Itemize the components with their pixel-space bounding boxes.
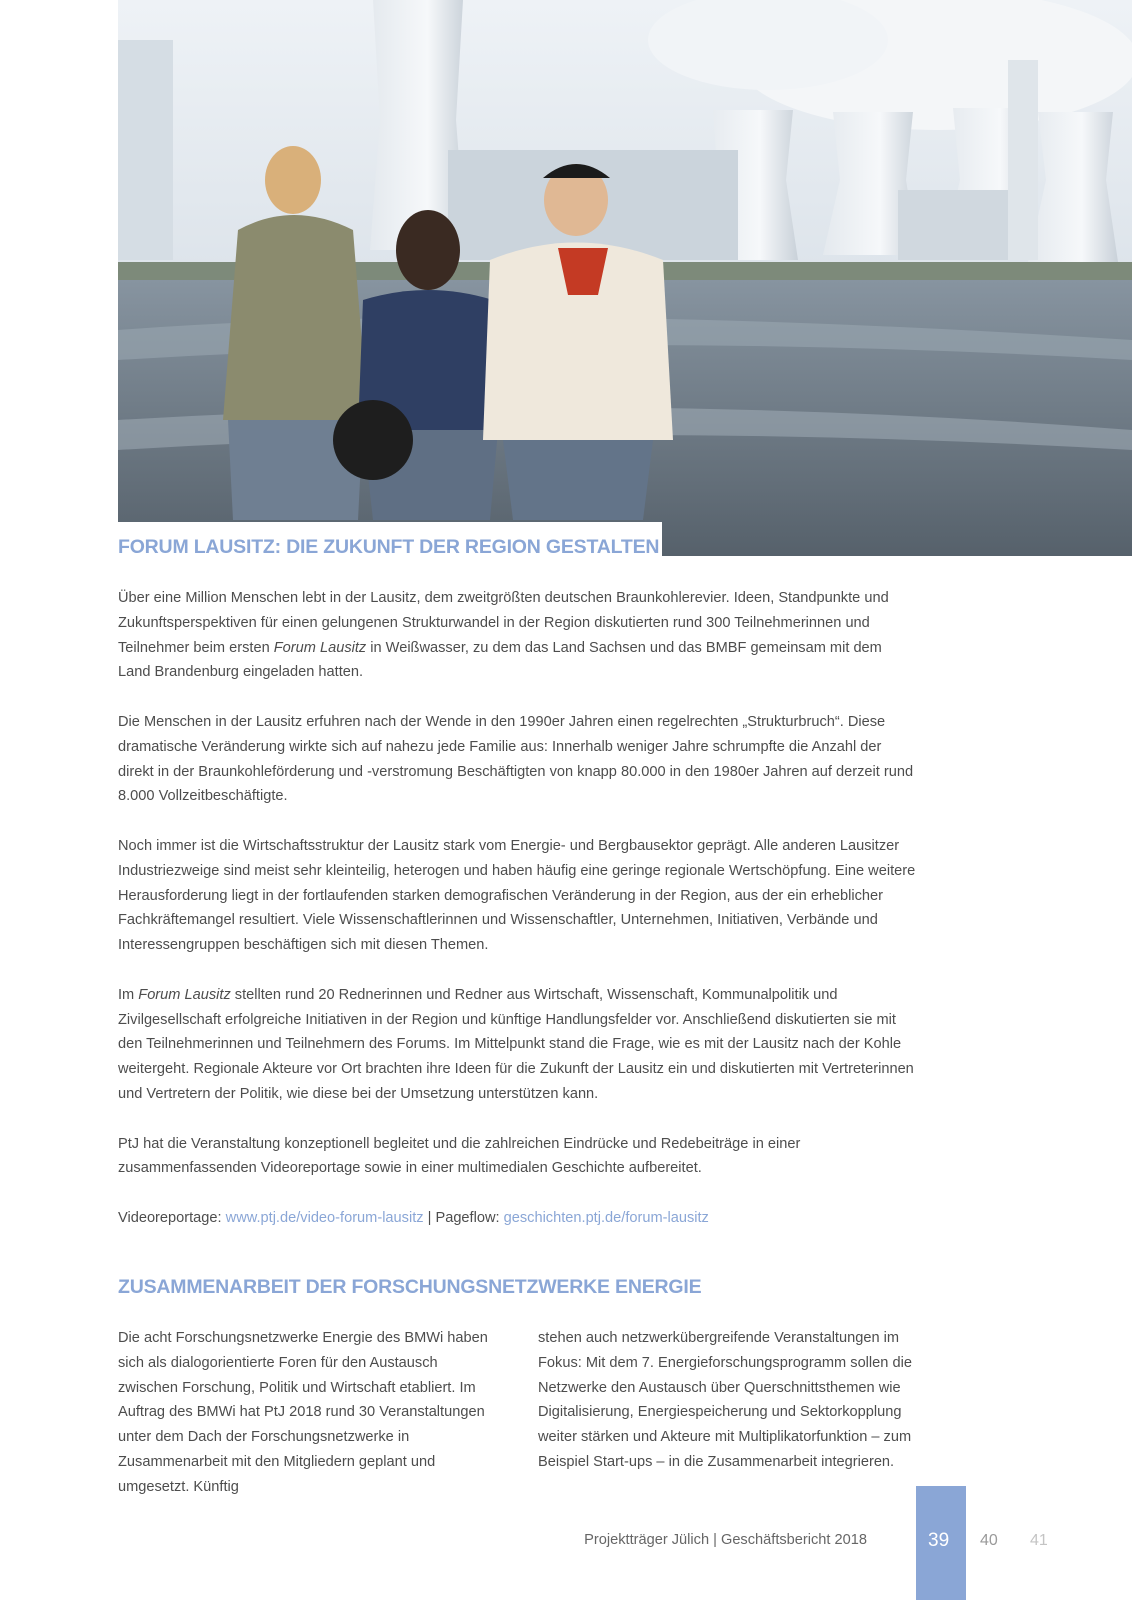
section-heading-forschungsnetzwerke: ZUSAMMENARBEIT DER FORSCHUNGSNETZWERKE ENERGIE bbox=[118, 1276, 702, 1298]
footer-publication: Projektträger Jülich | Geschäftsbericht 2018 bbox=[584, 1532, 867, 1548]
paragraph-2: Die Menschen in der Lausitz erfuhren nach der Wende in den 1990er Jahren einen regelrechten „Strukturbruch“. Diese dramatische Veränderung wirkte sich auf nahezu jede Familie aus: Innerhalb weniger Jahre schrumpfte die Anzahl der direkt in der Braunkohleförderung und -verstromung Beschäftigten von knapp 80.000 in den 1980er Jahren auf derzeit rund 8.000 Vollzeitbeschäftigte. bbox=[118, 713, 914, 805]
column-right: stehen auch netzwerkübergreifende Veranstaltungen im Fokus: Mit dem 7. Energieforschungsprogramm sollen die Netzwerke den Austausch über Querschnittsthemen wie Digitalisierung, Energiespeicherung und Sektorkopplung weiter stärken und Akteure mit Multiplikatorfunktion – zum Beispiel Start-ups – in die Zusammenarbeit integrieren. bbox=[538, 1330, 912, 1470]
page-number-after[interactable]: 41 bbox=[1030, 1532, 1048, 1549]
page-number-next[interactable]: 40 bbox=[980, 1532, 998, 1549]
paragraph-3: Noch immer ist die Wirtschaftsstruktur der Lausitz stark vom Energie- und Bergbausektor geprägt. Alle anderen Lausitzer Industriezweige sind meist sehr kleinteilig, heterogen und haben häufig eine geringe regionale Wertschöpfung. Eine weitere Herausforderung liegt in der fortlaufenden starken demografischen Veränderung in der Region, aus der ein erheblicher Fachkräftemangel resultiert. Viele Wissenschaftlerinnen und Wissenschaftler, Unternehmen, Initiativen, Verbände und Interessengruppen beschäftigen sich mit diesen Themen. bbox=[118, 837, 916, 954]
hero-photo bbox=[118, 0, 1132, 556]
pageflow-link[interactable]: geschichten.ptj.de/forum-lausitz bbox=[503, 1209, 709, 1226]
links-line: Videoreportage: www.ptj.de/video-forum-lausitz | Pageflow: geschichten.ptj.de/forum-lausitz bbox=[118, 1209, 709, 1226]
column-left: Die acht Forschungsnetzwerke Energie des BMWi haben sich als dialogorientierte Foren für den Austausch zwischen Forschung, Politik und Wirtschaft etabliert. Im Auftrag des BMWi hat PtJ 2018 rund 30 Veranstaltungen unter dem Dach der Forschungsnetzwerke in Zusammenarbeit mit den Mitgliedern geplant und umgesetzt. Künftig bbox=[118, 1330, 488, 1495]
video-link[interactable]: www.ptj.de/video-forum-lausitz bbox=[225, 1209, 424, 1226]
page-number-current: 39 bbox=[928, 1530, 950, 1551]
section-body-forum-lausitz bbox=[118, 586, 918, 1256]
paragraph-5: PtJ hat die Veranstaltung konzeptionell begleitet und die zahlreichen Eindrücke und Redebeiträge in einer zusammenfassenden Videoreportage sowie in einer multimedialen Geschichte aufbereitet. bbox=[118, 1135, 801, 1177]
two-column-body bbox=[118, 1326, 918, 1500]
photo-three-people-facing-power-plant-icon bbox=[118, 0, 1132, 556]
paragraph-4: Im Forum Lausitz stellten rund 20 Rednerinnen und Redner aus Wirtschaft, Wissenschaft, Kommunalpolitik und Zivilgesellschaft erfolgreiche Initiativen in der Region und künftige Handlungsfelder vor. Anschließend diskutierten sie mit den Teilnehmerinnen und Teilnehmern des Forums. Im Mittelpunkt stand die Frage, wie es mit der Lausitz nach der Kohle weitergeht. Regionale Akteure vor Ort brachten ihre Ideen für die Zukunft der Lausitz ein und diskutierten mit Vertreterinnen und Vertretern der Politik, wie diese bei der Umsetzung unterstützen kann. bbox=[118, 986, 914, 1102]
section-heading-forum-lausitz: FORUM LAUSITZ: DIE ZUKUNFT DER REGION GESTALTEN bbox=[118, 536, 660, 558]
paragraph-1: Über eine Million Menschen lebt in der Lausitz, dem zweitgrößten deutschen Braunkohlerevier. Ideen, Standpunkte und Zukunftsperspektiven für einen gelungenen Strukturwandel in der Region diskutierten rund 300 Teilnehmerinnen und Teilnehmer beim ersten Forum Lausitz in Weißwasser, zu dem das Land Sachsen und das BMBF gemeinsam mit dem Land Brandenburg eingeladen hatten. bbox=[118, 590, 889, 681]
